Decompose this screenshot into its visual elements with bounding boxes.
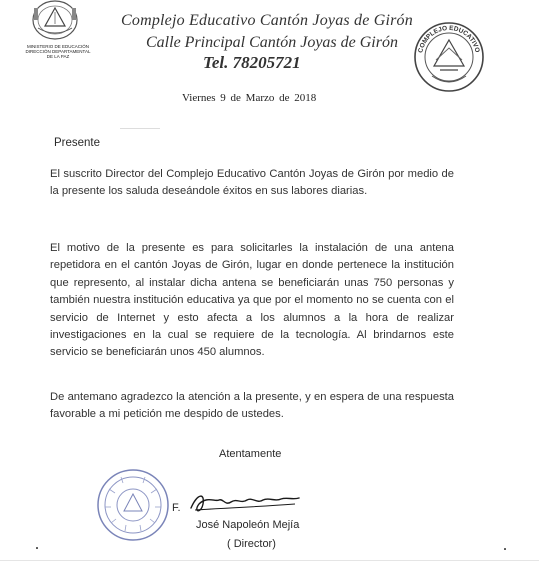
emblem-text: COMPLEJO EDUCATIVO xyxy=(417,24,481,54)
signer-name: José Napoleón Mejía xyxy=(196,519,300,531)
caption-line-2: DIRECCIÓN DEPARTAMENTAL xyxy=(25,49,91,54)
handwritten-signature xyxy=(185,488,305,518)
official-seal xyxy=(95,467,171,543)
letter-date: Viernes 9 de Marzo de 2018 xyxy=(182,92,317,104)
scan-smudge xyxy=(120,128,160,129)
paragraph-closing: De antemano agradezco la atención a la presente, y en espera de una respuesta favorable a mi petición me despido de ustedes. xyxy=(50,391,454,421)
signer-role: ( Director) xyxy=(227,538,276,550)
scan-speck xyxy=(504,548,506,550)
school-emblem-icon xyxy=(410,18,488,96)
caption-line-3: DE LA PAZ xyxy=(46,54,70,59)
paragraph-intro: El suscrito Director del Complejo Educativo Cantón Joyas de Girón por medio de la presente los saluda deseándole éxitos en sus labores diarias. xyxy=(50,168,454,198)
institution-phone: Tel. 78205721 xyxy=(203,53,301,72)
page-edge xyxy=(0,560,539,561)
coat-of-arms-logo xyxy=(30,0,80,42)
caption-line-1: MINISTERIO DE EDUCACIÓN xyxy=(26,44,89,49)
scan-speck xyxy=(36,547,38,549)
institution-name: Complejo Educativo Cantón Joyas de Girón xyxy=(121,12,413,29)
school-emblem xyxy=(410,18,488,96)
closing-text: Atentamente xyxy=(219,448,282,460)
coat-of-arms-caption xyxy=(8,44,108,59)
signature-prefix: F. xyxy=(172,502,181,514)
salutation: Presente xyxy=(54,137,101,149)
el-salvador-coat-of-arms-icon xyxy=(30,0,80,42)
paragraph-request: El motivo de la presente es para solicitarles la instalación de una antena repetidora en el cantón Joyas de Girón, lugar en donde pertenece la institución que represento, al instalar dicha antena se beneficiarán unas 750 personas y también nuestra institución educativa ya que por el momento no se cuenta con el servicio de Internet y esto afecta a los alumnos a la hora de realizar investigaciones en la cual se requiere de la tecnología. Al brindarnos este servicio se beneficiarán unos 450 alumnos. xyxy=(50,242,454,359)
institution-address: Calle Principal Cantón Joyas de Girón xyxy=(146,34,398,51)
handwritten-signature-icon xyxy=(185,488,305,518)
official-school-seal-icon xyxy=(95,467,171,543)
